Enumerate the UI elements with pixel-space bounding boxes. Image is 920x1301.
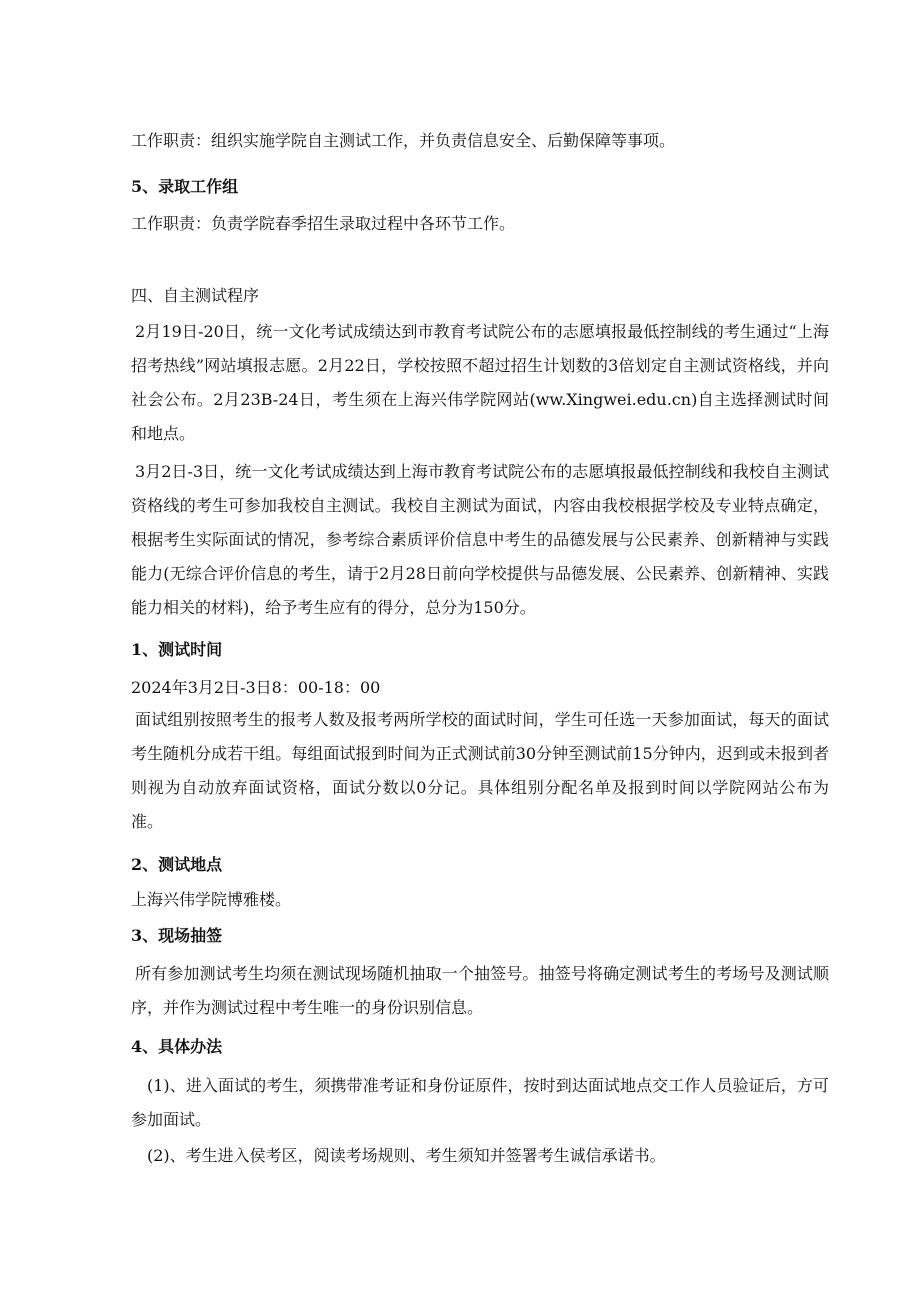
s1-duty-text: 工作职责：组织实施学院自主测试工作，并负责信息安全、后勤保障等事项。 [131, 131, 676, 150]
test-time-heading: 1、测试时间 [131, 640, 223, 659]
test-place-heading: 2、测试地点 [131, 855, 223, 874]
section-5-heading: 5、录取工作组 [131, 177, 239, 196]
paragraph-method-1: (1)、进入面试的考生，须携带准考证和身份证原件，按时到达面试地点交工作人员验证后，方可参加面试。 [131, 1076, 829, 1129]
paragraph-method-2: (2)、考生进入侯考区，阅读考场规则、考生须知并签署考生诚信承诺书。 [147, 1146, 666, 1165]
test-time-value: 2024年3月2日-3日8：00-18：00 [131, 678, 381, 697]
paragraph-registration: 2月19日-20日，统一文化考试成绩达到市教育考试院公布的志愿填报最低控制线的考生通过“上海招考热线”网站填报志愿。2月22日，学校按照不超过招生计划数的3倍划定自主测试资格线，并向社会公布。2月23B-24日，考生须在上海兴伟学院网站(ww.Xingwei.edu.cn)自主选择测试时间和地点。 [131, 322, 829, 443]
s5-duty-text: 工作职责：负责学院春季招生录取过程中各环节工作。 [131, 214, 516, 233]
method-heading: 4、具体办法 [131, 1037, 223, 1056]
paragraph-grouping: 面试组别按照考生的报考人数及报考两所学校的面试时间，学生可任选一天参加面试，每天的面试考生随机分成若干组。每组面试报到时间为正式测试前30分钟至测试前15分钟内，迟到或未报到者则视为自动放弃面试资格，面试分数以0分记。具体组别分配名单及报到时间以学院网站公布为准。 [131, 710, 829, 831]
test-place-value: 上海兴伟学院博雅楼。 [131, 890, 292, 909]
section-4-heading: 四、自主测试程序 [131, 286, 260, 305]
draw-lots-heading: 3、现场抽签 [131, 926, 223, 945]
paragraph-test-overview: 3月2日-3日，统一文化考试成绩达到上海市教育考试院公布的志愿填报最低控制线和我校自主测试资格线的考生可参加我校自主测试。我校自主测试为面试，内容由我校根据学校及专业特点确定，根据考生实际面试的情况，参考综合素质评价信息中考生的品德发展与公民素养、创新精神与实践能力(无综合评价信息的考生，请于2月28日前向学校提供与品德发展、公民素养、创新精神、实践能力相关的材料)，给予考生应有的得分，总分为150分。 [131, 462, 829, 617]
paragraph-draw-lots: 所有参加测试考生均须在测试现场随机抽取一个抽签号。抽签号将确定测试考生的考场号及测试顺序，并作为测试过程中考生唯一的身份识别信息。 [131, 964, 829, 1017]
